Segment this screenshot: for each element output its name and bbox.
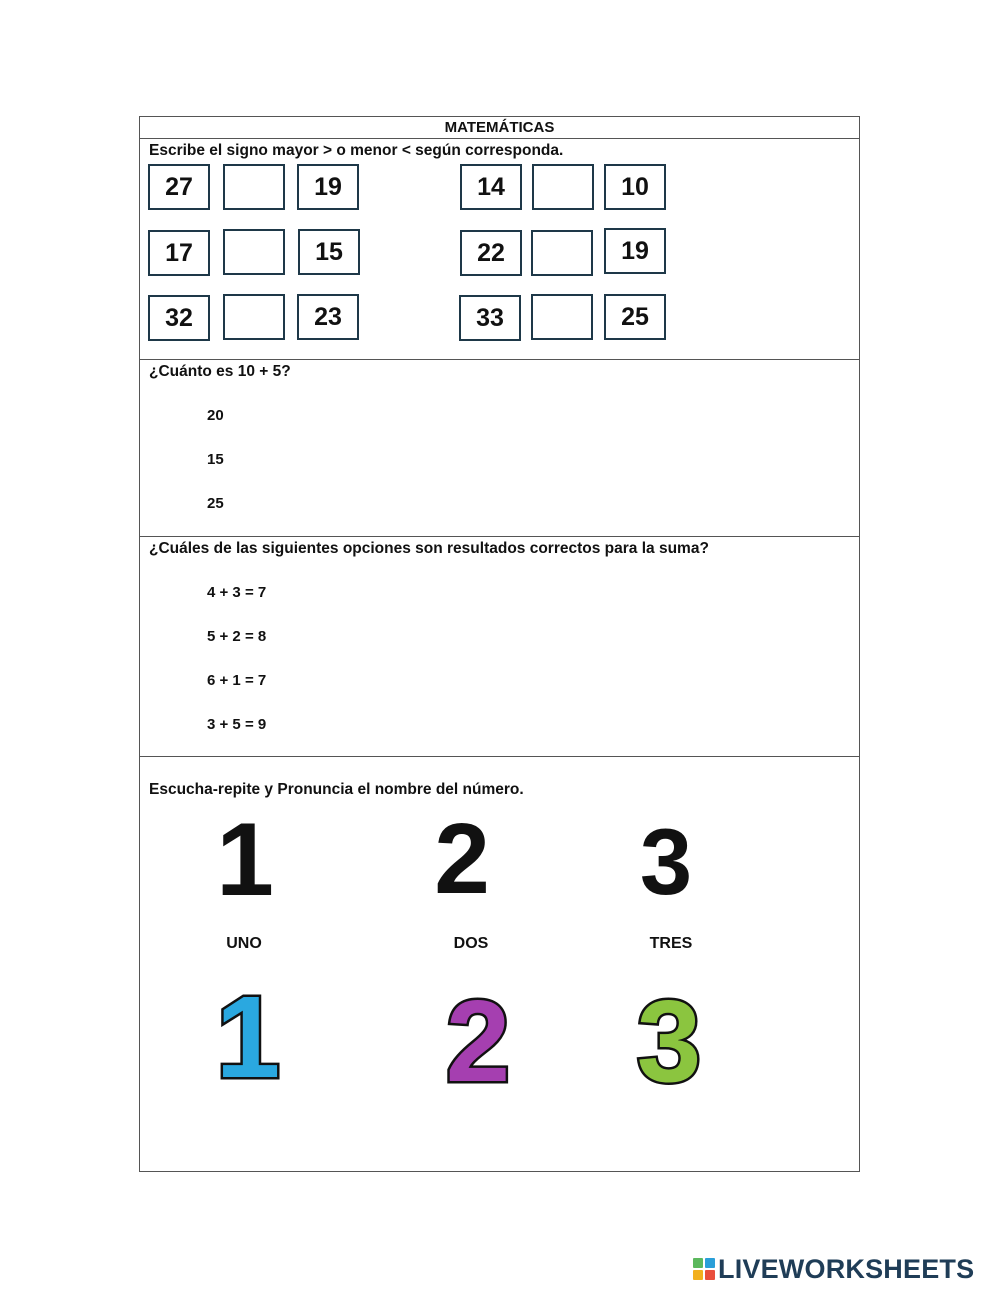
compare-left-number: 32 xyxy=(148,295,210,341)
numbers-instruction: Escucha-repite y Pronuncia el nombre del número. xyxy=(149,781,524,798)
compare-answer-box[interactable] xyxy=(531,294,593,340)
digit-three-black xyxy=(634,819,698,901)
digit-two-colored-glyph: 2 xyxy=(445,983,511,1091)
digit-two-colored xyxy=(432,983,524,1091)
compare-right-number: 23 xyxy=(297,294,359,340)
compare-answer-box[interactable] xyxy=(223,164,285,210)
liveworksheets-logo-text: LIVEWORKSHEETS xyxy=(718,1253,975,1284)
digit-one-black-glyph: 1 xyxy=(216,809,274,905)
number-word-uno: UNO xyxy=(226,935,262,952)
question2-option[interactable]: 6 + 1 = 7 xyxy=(207,672,267,689)
compare-right-number: 25 xyxy=(604,294,666,340)
digit-three-colored xyxy=(628,983,710,1091)
compare-answer-box[interactable] xyxy=(223,229,285,275)
compare-left-number: 17 xyxy=(148,230,210,276)
number-word-tres: TRES xyxy=(649,935,693,952)
digit-three-colored-glyph: 3 xyxy=(636,983,702,1091)
compare-right-number: 19 xyxy=(297,164,359,210)
question1-prompt: ¿Cuánto es 10 + 5? xyxy=(149,363,291,380)
question2-section xyxy=(140,537,859,757)
compare-answer-box[interactable] xyxy=(223,294,285,340)
compare-right-number: 19 xyxy=(604,228,666,274)
compare-answer-box[interactable] xyxy=(531,230,593,276)
question2-option[interactable]: 3 + 5 = 9 xyxy=(207,716,267,733)
question2-option[interactable]: 5 + 2 = 8 xyxy=(207,628,267,645)
digit-two-black xyxy=(426,813,498,901)
question2-prompt: ¿Cuáles de las siguientes opciones son resultados correctos para la suma? xyxy=(149,540,709,557)
digit-one-colored-glyph: 1 xyxy=(215,979,281,1087)
liveworksheets-logo-icon xyxy=(693,1258,715,1280)
digit-one-colored xyxy=(210,979,286,1087)
compare-answer-box[interactable] xyxy=(532,164,594,210)
liveworksheets-logo[interactable] xyxy=(693,1255,974,1283)
numbers-section xyxy=(140,757,859,1171)
compare-right-number: 15 xyxy=(298,229,360,275)
digit-one-black xyxy=(210,809,280,905)
question2-option[interactable]: 4 + 3 = 7 xyxy=(207,584,267,601)
compare-instruction: Escribe el signo mayor > o menor < según corresponda. xyxy=(149,142,564,159)
digit-three-black-glyph: 3 xyxy=(639,819,693,901)
question1-option[interactable]: 15 xyxy=(207,451,224,468)
compare-left-number: 27 xyxy=(148,164,210,210)
compare-left-number: 33 xyxy=(459,295,521,341)
worksheet-title: MATEMÁTICAS xyxy=(140,117,859,139)
compare-left-number: 22 xyxy=(460,230,522,276)
number-word-dos: DOS xyxy=(453,935,489,952)
question1-option[interactable]: 25 xyxy=(207,495,224,512)
worksheet xyxy=(139,116,860,1172)
compare-section xyxy=(140,139,859,360)
question1-option[interactable]: 20 xyxy=(207,407,224,424)
question1-section xyxy=(140,360,859,537)
compare-right-number: 10 xyxy=(604,164,666,210)
compare-left-number: 14 xyxy=(460,164,522,210)
digit-two-black-glyph: 2 xyxy=(434,813,490,901)
